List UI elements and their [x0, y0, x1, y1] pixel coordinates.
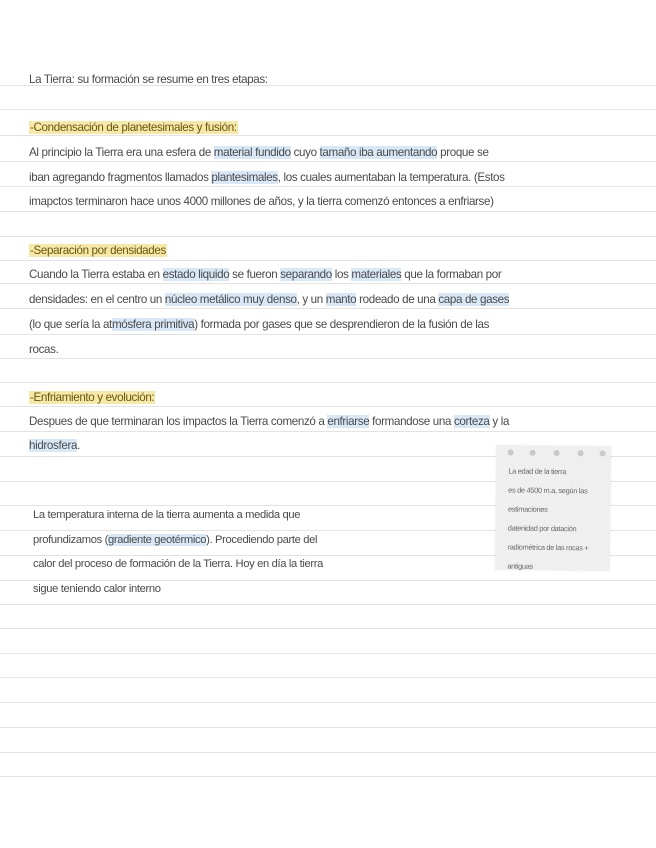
- punch-hole: [530, 450, 536, 456]
- rule-line: [0, 186, 656, 187]
- text-line: imapctos terminaron hace unos 4000 millones de años, y la tierra comenzó entonces a enfriarse): [29, 195, 494, 208]
- rule-line: [0, 308, 656, 309]
- sticky-note: [495, 445, 610, 570]
- rule-line: [0, 283, 656, 284]
- rule-line: [0, 604, 656, 605]
- text-line: densidades: en el centro un núcleo metálico muy denso, y un manto rodeado de una capa de gases: [29, 293, 510, 306]
- rule-line: [0, 135, 656, 136]
- intro-line: La Tierra: su formación se resume en tres etapas:: [29, 73, 268, 86]
- punch-hole: [554, 450, 560, 456]
- rule-line: [0, 702, 656, 703]
- section-heading-separation: -Separación por densidades: [30, 244, 166, 257]
- rule-line: [0, 236, 656, 237]
- rule-line: [0, 580, 656, 581]
- rule-line: [0, 260, 656, 261]
- note-line: radiométrica de las rocas +: [507, 542, 589, 553]
- text-line: Al principio la Tierra era una esfera de material fundido cuyo tamaño iba aumentando proque se: [29, 146, 489, 159]
- rule-line: [0, 161, 656, 162]
- punch-hole: [578, 450, 584, 456]
- rule-line: [0, 334, 656, 335]
- rule-line: [0, 677, 656, 678]
- rule-line: [0, 382, 656, 383]
- text-line: (lo que sería la atmósfera primitiva) formada por gases que se desprendieron de la fusión de las: [29, 318, 490, 331]
- note-line: estimaciones: [507, 504, 548, 514]
- rule-line: [0, 211, 656, 212]
- rule-line: [0, 358, 656, 359]
- section-heading-condensation: -Condensación de planetesimales y fusión:: [30, 121, 237, 134]
- rule-line: [0, 653, 656, 654]
- punch-hole: [600, 450, 606, 456]
- note-line: datenidad por datación: [507, 523, 577, 534]
- text-line: profundizamos (gradiente geotérmico). Procediendo parte del: [33, 534, 318, 546]
- text-line: calor del proceso de formación de la Tierra. Hoy en día la tierra: [33, 558, 324, 570]
- text-line: sigue teniendo calor interno: [33, 583, 161, 595]
- note-text: [507, 462, 604, 577]
- note-line: antiguas: [507, 561, 533, 571]
- note-punch-holes: [497, 449, 611, 460]
- rule-line: [0, 431, 656, 432]
- punch-hole: [508, 450, 514, 456]
- rule-line: [0, 776, 656, 777]
- text-line: Despues de que terminaran los impactos la Tierra comenzó a enfriarse formandose una corteza y la: [29, 415, 510, 428]
- text-line: Cuando la Tierra estaba en estado liquido se fueron separando los materiales que la formaban por: [29, 268, 502, 281]
- rule-line: [0, 727, 656, 728]
- rule-line: [0, 752, 656, 753]
- text-line: rocas.: [29, 343, 59, 356]
- rule-line: [0, 628, 656, 629]
- text-line: iban agregando fragmentos llamados plantesimales, los cuales aumentaban la temperatura. (Estos: [29, 171, 505, 184]
- text-line: La temperatura interna de la tierra aumenta a medida que: [33, 509, 301, 521]
- note-line: La edad de la tierra: [508, 466, 567, 477]
- section-heading-cooling: -Enfriamiento y evolución:: [30, 391, 155, 404]
- note-line: es de 4500 m.a, según las: [508, 485, 588, 496]
- text-line: hidrosfera.: [29, 439, 80, 452]
- rule-line: [0, 406, 656, 407]
- rule-line: [0, 109, 656, 110]
